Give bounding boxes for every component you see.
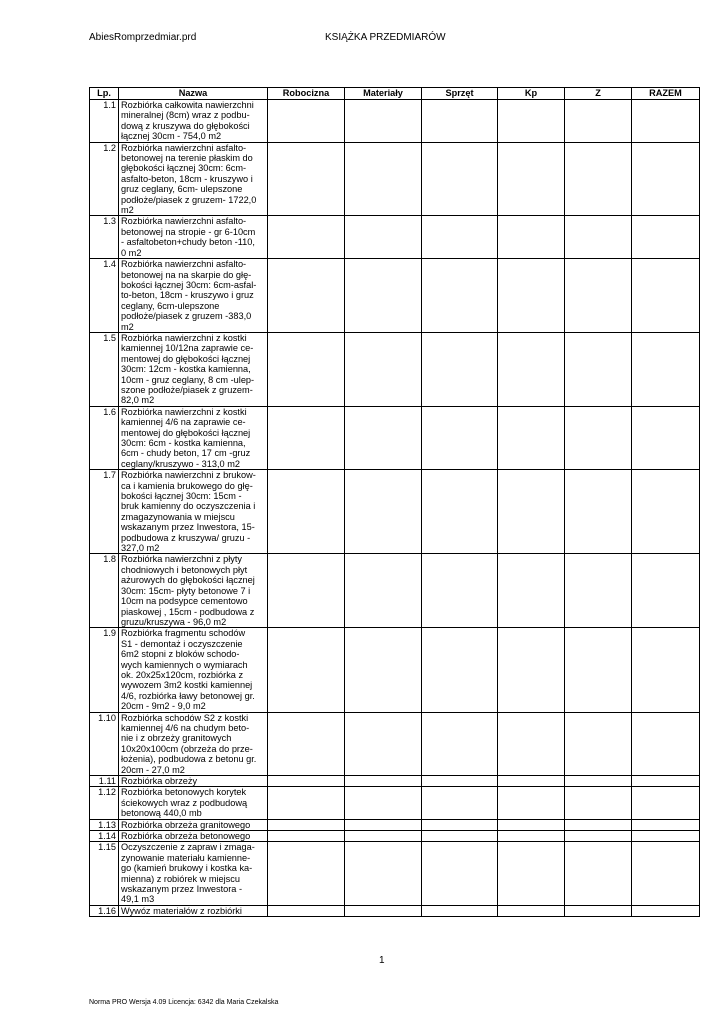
cell-robocizna (268, 406, 345, 469)
nazwa-line: ceglany/kruszywo - 313,0 m2 (121, 458, 240, 469)
nazwa-line: betonowej na na skarpie do głę- (121, 269, 252, 280)
cell-z (565, 142, 632, 216)
cell-razem (632, 787, 700, 819)
nazwa-line: 20cm - 27,0 m2 (121, 764, 185, 775)
cell-kp (498, 712, 565, 775)
cell-razem (632, 259, 700, 333)
nazwa-line: Rozbiórka nawierzchni z kostki (121, 406, 247, 417)
cell-lp: 1.10 (90, 712, 119, 775)
cell-materialy (345, 470, 422, 554)
cell-razem (632, 406, 700, 469)
cell-materialy (345, 332, 422, 406)
cell-nazwa (119, 831, 268, 842)
cell-materialy (345, 712, 422, 775)
cell-robocizna (268, 259, 345, 333)
cell-razem (632, 712, 700, 775)
nazwa-line: Rozbiórka całkowita nawierzchni (121, 100, 254, 110)
table-body (90, 100, 700, 917)
cell-lp: 1.3 (90, 216, 119, 259)
cell-materialy (345, 406, 422, 469)
nazwa-line: m2 (121, 205, 134, 216)
cell-z (565, 554, 632, 628)
nazwa-line: podłoże/piasek z gruzem -383,0 (121, 311, 252, 322)
cell-materialy (345, 100, 422, 143)
cell-sprzet (422, 142, 498, 216)
nazwa-line: szone podłoże/piasek z gruzem- (121, 384, 253, 395)
nazwa-line: podłoże/piasek z gruzem- 1722,0 (121, 194, 257, 205)
nazwa-line: 30cm: 15cm- płyty betonowe 7 i (121, 585, 251, 596)
table-row (90, 216, 700, 259)
cell-lp: 1.7 (90, 470, 119, 554)
table-row (90, 470, 700, 554)
cell-z (565, 332, 632, 406)
nazwa-line: 327,0 m2 (121, 543, 160, 554)
cell-robocizna (268, 831, 345, 842)
nazwa-line: - asfaltobeton+chudy beton -110, (121, 237, 255, 248)
cell-sprzet (422, 776, 498, 787)
nazwa-line: bokości łącznej 30cm: 6cm-asfal- (121, 279, 257, 290)
nazwa-line: gruz ceglany, 6cm- ulepszone (121, 184, 243, 195)
cell-razem (632, 842, 700, 905)
cell-lp: 1.6 (90, 406, 119, 469)
nazwa-line: Oczyszczenie z zapraw i zmaga- (121, 842, 255, 853)
nazwa-line: Rozbiórka nawierzchni asfalto- (121, 142, 247, 153)
cell-sprzet (422, 100, 498, 143)
nazwa-line: wskazanym przez Inwestora - (121, 884, 243, 895)
cell-materialy (345, 554, 422, 628)
nazwa-line: 20cm - 9m2 - 9,0 m2 (121, 701, 206, 712)
cell-kp (498, 787, 565, 819)
cell-robocizna (268, 842, 345, 905)
cell-lp: 1.13 (90, 819, 119, 830)
cell-nazwa (119, 332, 268, 406)
cell-sprzet (422, 554, 498, 628)
table-row (90, 628, 700, 712)
nazwa-line: 6m2 stopni z bloków schodo- (121, 649, 240, 660)
cell-kp (498, 628, 565, 712)
nazwa-line: zmagazynowania w miejscu (121, 511, 235, 522)
cell-nazwa (119, 470, 268, 554)
cell-z (565, 842, 632, 905)
cell-nazwa (119, 216, 268, 259)
cell-nazwa (119, 712, 268, 775)
nazwa-line: bokości łącznej 30cm: 15cm - (121, 491, 242, 502)
cell-razem (632, 554, 700, 628)
nazwa-line: ściekowych wraz z podbudową (121, 797, 248, 808)
cell-materialy (345, 259, 422, 333)
cell-z (565, 831, 632, 842)
nazwa-line: ceglany, 6cm-ulepszone (121, 300, 220, 311)
cell-razem (632, 628, 700, 712)
nazwa-line: 4/6, rozbiórka ławy betonowej gr. (121, 690, 255, 701)
cell-z (565, 259, 632, 333)
cell-kp (498, 216, 565, 259)
cell-z (565, 628, 632, 712)
cell-materialy (345, 787, 422, 819)
cell-materialy (345, 628, 422, 712)
cell-lp: 1.12 (90, 787, 119, 819)
cell-robocizna (268, 142, 345, 216)
cell-nazwa (119, 100, 268, 143)
nazwa-line: Rozbiórka obrzeża betonowego (121, 831, 251, 842)
table-header-row (90, 88, 700, 100)
nazwa-line: 30cm: 12cm - kostka kamienna, (121, 364, 251, 375)
nazwa-line: Rozbiórka nawierzchni z kostki (121, 332, 247, 343)
cell-kp (498, 259, 565, 333)
cell-sprzet (422, 787, 498, 819)
nazwa-line: go (kamień brukowy i kostka ka- (121, 863, 253, 874)
cell-razem (632, 100, 700, 143)
table-row (90, 787, 700, 819)
cell-razem (632, 776, 700, 787)
nazwa-line: 6cm - chudy beton, 17 cm -gruz (121, 448, 251, 459)
nazwa-line: 0 m2 (121, 247, 142, 258)
cell-z (565, 406, 632, 469)
col-header-sprzet: Sprzęt (422, 88, 498, 100)
cell-robocizna (268, 776, 345, 787)
cell-robocizna (268, 470, 345, 554)
nazwa-line: podbudowa z kruszywa/ gruzu - (121, 532, 251, 543)
cell-razem (632, 142, 700, 216)
nazwa-line: łożenia), podbudowa z betonu gr. (121, 754, 257, 765)
cell-z (565, 712, 632, 775)
cell-robocizna (268, 100, 345, 143)
nazwa-line: mentowej do głębokości łącznej (121, 353, 251, 364)
cell-sprzet (422, 406, 498, 469)
cell-materialy (345, 831, 422, 842)
cell-lp: 1.1 (90, 100, 119, 143)
cell-z (565, 819, 632, 830)
table-row (90, 842, 700, 905)
table-row (90, 712, 700, 775)
cell-nazwa (119, 554, 268, 628)
nazwa-line: Rozbiórka nawierzchni asfalto- (121, 259, 247, 270)
col-header-z: Z (565, 88, 632, 100)
cell-lp: 1.16 (90, 905, 119, 916)
nazwa-line: mineralnej (8cm) wraz z podbu- (121, 110, 250, 121)
nazwa-line: 10cm na podsypce cementowo (121, 596, 248, 607)
nazwa-line: mienna) z robiórek w miejscu (121, 873, 240, 884)
cell-sprzet (422, 216, 498, 259)
cell-sprzet (422, 819, 498, 830)
page-number: 1 (379, 955, 385, 966)
cell-nazwa (119, 905, 268, 916)
nazwa-line: piaskowej , 15cm - podbudowa z (121, 606, 255, 617)
table-row (90, 332, 700, 406)
nazwa-line: Rozbiórka obrzeży (121, 776, 198, 786)
document-title: KSIĄŻKA PRZEDMIARÓW (325, 32, 446, 43)
nazwa-line: łącznej 30cm - 754,0 m2 (121, 131, 222, 142)
footer-license: Norma PRO Wersja 4.09 Licencja: 6342 dla Maria Czekalska (89, 999, 279, 1006)
nazwa-line: betonowej na stropie - gr 6-10cm (121, 226, 256, 237)
cell-nazwa (119, 406, 268, 469)
nazwa-line: kamiennej 4/6 na zaprawie ce- (121, 417, 246, 428)
file-name: AbiesRomprzedmiar.prd (89, 32, 197, 43)
cell-sprzet (422, 259, 498, 333)
cell-kp (498, 554, 565, 628)
table-row (90, 905, 700, 916)
cell-kp (498, 842, 565, 905)
cell-robocizna (268, 332, 345, 406)
nazwa-line: kamiennej 4/6 na chudym beto- (121, 722, 250, 733)
cell-lp: 1.5 (90, 332, 119, 406)
col-header-kp: Kp (498, 88, 565, 100)
nazwa-line: 49,1 m3 (121, 894, 155, 905)
col-header-materialy: Materiały (345, 88, 422, 100)
nazwa-line: asfalto-beton, 18cm - kruszywo i (121, 173, 253, 184)
nazwa-line: 30cm: 6cm - kostka kamienna, (121, 438, 246, 448)
cell-materialy (345, 216, 422, 259)
table-row (90, 819, 700, 830)
cell-nazwa (119, 259, 268, 333)
cell-kp (498, 831, 565, 842)
cell-kp (498, 332, 565, 406)
table-row (90, 142, 700, 216)
col-header-nazwa: Nazwa (119, 88, 268, 100)
cell-razem (632, 332, 700, 406)
cell-z (565, 787, 632, 819)
cell-robocizna (268, 905, 345, 916)
nazwa-line: wywozem 3m2 kostki kamiennej (121, 680, 253, 691)
cell-razem (632, 470, 700, 554)
cell-sprzet (422, 831, 498, 842)
cell-sprzet (422, 905, 498, 916)
cell-robocizna (268, 216, 345, 259)
table-row (90, 259, 700, 333)
nazwa-line: Rozbiórka schodów S2 z kostki (121, 712, 249, 723)
cell-materialy (345, 142, 422, 216)
nazwa-line: dową z kruszywa do głębokości (121, 120, 250, 131)
nazwa-line: ażurowych do głębokości łącznej (121, 575, 255, 586)
nazwa-line: Rozbiórka obrzeża granitowego (121, 819, 251, 830)
cell-kp (498, 142, 565, 216)
cell-z (565, 100, 632, 143)
cell-sprzet (422, 628, 498, 712)
cell-robocizna (268, 787, 345, 819)
cell-lp: 1.9 (90, 628, 119, 712)
cell-sprzet (422, 470, 498, 554)
nazwa-line: betonową 440,0 mb (121, 808, 202, 819)
cell-robocizna (268, 628, 345, 712)
nazwa-line: S1 - demontaż i oczyszczenie (121, 638, 243, 649)
cell-z (565, 216, 632, 259)
cell-kp (498, 905, 565, 916)
nazwa-line: Rozbiórka nawierzchni z brukow- (121, 470, 256, 481)
nazwa-line: nie i z obrzeży granitowych (121, 733, 232, 744)
nazwa-line: 10cm - gruz ceglany, 8 cm -ulep- (121, 374, 255, 385)
cell-nazwa (119, 628, 268, 712)
cell-kp (498, 470, 565, 554)
cell-sprzet (422, 712, 498, 775)
cell-z (565, 470, 632, 554)
nazwa-line: Wywóz materiałów z rozbiórki (121, 905, 242, 916)
nazwa-line: 10x20x100cm (obrzeża do prze- (121, 743, 253, 754)
cell-nazwa (119, 776, 268, 787)
cell-z (565, 776, 632, 787)
col-header-razem: RAZEM (632, 88, 700, 100)
col-header-lp: Lp. (90, 88, 119, 100)
nazwa-line: wych kamiennych o wymiarach (121, 659, 248, 670)
col-header-robocizna: Robocizna (268, 88, 345, 100)
cell-materialy (345, 819, 422, 830)
nazwa-line: Rozbiórka betonowych korytek (121, 787, 247, 798)
cell-materialy (345, 905, 422, 916)
nazwa-line: Rozbiórka nawierzchni z płyty (121, 554, 243, 565)
cell-lp: 1.2 (90, 142, 119, 216)
cell-robocizna (268, 819, 345, 830)
nazwa-line: betonowej na terenie płaskim do (121, 153, 253, 164)
nazwa-line: zynowanie materiału kamienne- (121, 852, 251, 863)
table-row (90, 776, 700, 787)
cell-nazwa (119, 819, 268, 830)
cell-robocizna (268, 712, 345, 775)
nazwa-line: Rozbiórka fragmentu schodów (121, 628, 246, 639)
cell-lp: 1.11 (90, 776, 119, 787)
cell-nazwa (119, 842, 268, 905)
cell-robocizna (268, 554, 345, 628)
cell-lp: 1.14 (90, 831, 119, 842)
cell-lp: 1.4 (90, 259, 119, 333)
cell-kp (498, 100, 565, 143)
cell-lp: 1.8 (90, 554, 119, 628)
cell-sprzet (422, 842, 498, 905)
nazwa-line: to-beton, 18cm - kruszywo i gruz (121, 290, 254, 301)
cell-materialy (345, 842, 422, 905)
nazwa-line: kamiennej 10/12na zaprawie ce- (121, 343, 254, 354)
table-row (90, 100, 700, 143)
cell-razem (632, 831, 700, 842)
nazwa-line: 82,0 m2 (121, 395, 155, 406)
nazwa-line: mentowej do głębokości łącznej (121, 427, 251, 438)
nazwa-line: ok. 20x25x120cm, rozbiórka z (121, 669, 244, 680)
nazwa-line: głębokości łącznej 30cm: 6cm- (121, 163, 247, 174)
nazwa-line: chodniowych i betonowych płyt (121, 564, 248, 575)
cell-z (565, 905, 632, 916)
table-row (90, 406, 700, 469)
cell-razem (632, 216, 700, 259)
nazwa-line: ca i kamienia brukowego do głę- (121, 480, 253, 491)
table-row (90, 554, 700, 628)
cell-nazwa (119, 142, 268, 216)
cell-kp (498, 406, 565, 469)
nazwa-line: Rozbiórka nawierzchni asfalto- (121, 216, 247, 227)
table-row (90, 831, 700, 842)
cell-razem (632, 819, 700, 830)
przedmiar-table (89, 87, 700, 917)
nazwa-line: gruzu/kruszywa - 96,0 m2 (121, 616, 227, 627)
nazwa-line: bruk kamienny do oczyszczenia i (121, 501, 256, 512)
nazwa-line: m2 (121, 321, 134, 332)
cell-razem (632, 905, 700, 916)
cell-materialy (345, 776, 422, 787)
nazwa-line: wskazanym przez Inwestora, 15- (121, 522, 255, 533)
cell-kp (498, 819, 565, 830)
cell-nazwa (119, 787, 268, 819)
cell-sprzet (422, 332, 498, 406)
cell-kp (498, 776, 565, 787)
cell-lp: 1.15 (90, 842, 119, 905)
